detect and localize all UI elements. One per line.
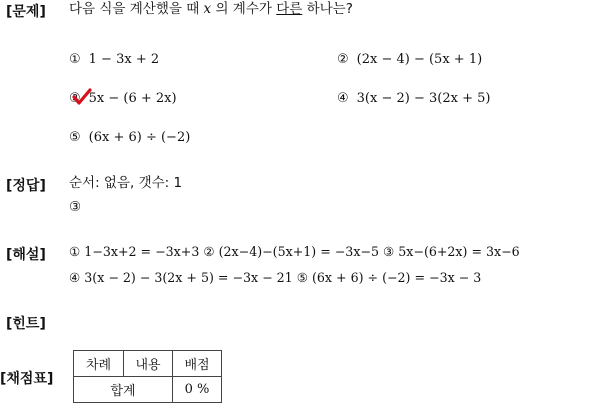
score-header-points: 배점 — [173, 351, 222, 377]
score-total-value: 0 % — [173, 377, 222, 403]
option-2-expression: (2x − 4) − (5x + 1) — [356, 52, 483, 67]
option-4[interactable] — [337, 90, 490, 108]
score-total-label: 합계 — [74, 377, 173, 403]
option-1[interactable] — [69, 51, 159, 69]
option-4-expression: 3(x − 2) − 3(2x + 5) — [356, 91, 491, 106]
hint-label: [힌트] — [6, 316, 46, 332]
option-3-number: ③ — [69, 91, 81, 106]
check-mark-icon — [72, 88, 92, 106]
explanation-label: [해설] — [6, 247, 46, 263]
question-middle: 의 계수가 — [211, 1, 277, 17]
scoring-label: [채점표] — [0, 371, 54, 387]
score-table-total-row — [74, 377, 222, 403]
option-1-number: ① — [69, 52, 81, 67]
question-underlined: 다른 — [276, 1, 303, 17]
problem-label: [문제] — [6, 4, 46, 20]
option-4-number: ④ — [337, 91, 349, 106]
score-header-order: 차례 — [74, 351, 124, 377]
score-table — [73, 350, 222, 403]
option-5-expression: (6x + 6) ÷ (−2) — [88, 130, 191, 145]
question-after: 하나는? — [302, 1, 353, 17]
question-text — [69, 0, 353, 18]
explanation-line-2: ④ 3(x − 2) − 3(2x + 5) = −3x − 21 ⑤ (6x + 6) ÷ (−2) = −3x − 3 — [69, 270, 482, 285]
option-2[interactable] — [337, 51, 482, 69]
option-1-expression: 1 − 3x + 2 — [88, 52, 160, 67]
answer-label: [정답] — [6, 178, 46, 194]
answer-line-2: ③ — [69, 199, 82, 215]
question-before: 다음 식을 계산했을 때 — [69, 1, 204, 17]
answer-line-1: 순서: 없음, 갯수: 1 — [69, 175, 183, 191]
question-variable: x — [203, 1, 212, 17]
option-5[interactable] — [69, 129, 190, 147]
explanation-line-1: ① 1−3x+2 = −3x+3 ② (2x−4)−(5x+1) = −3x−5 ③ 5x−(6+2x) = 3x−6 — [69, 244, 520, 259]
score-table-header-row — [74, 351, 222, 377]
score-header-content: 내용 — [124, 351, 173, 377]
option-5-number: ⑤ — [69, 130, 81, 145]
option-2-number: ② — [337, 52, 349, 67]
option-3-expression: 5x − (6 + 2x) — [88, 91, 177, 106]
